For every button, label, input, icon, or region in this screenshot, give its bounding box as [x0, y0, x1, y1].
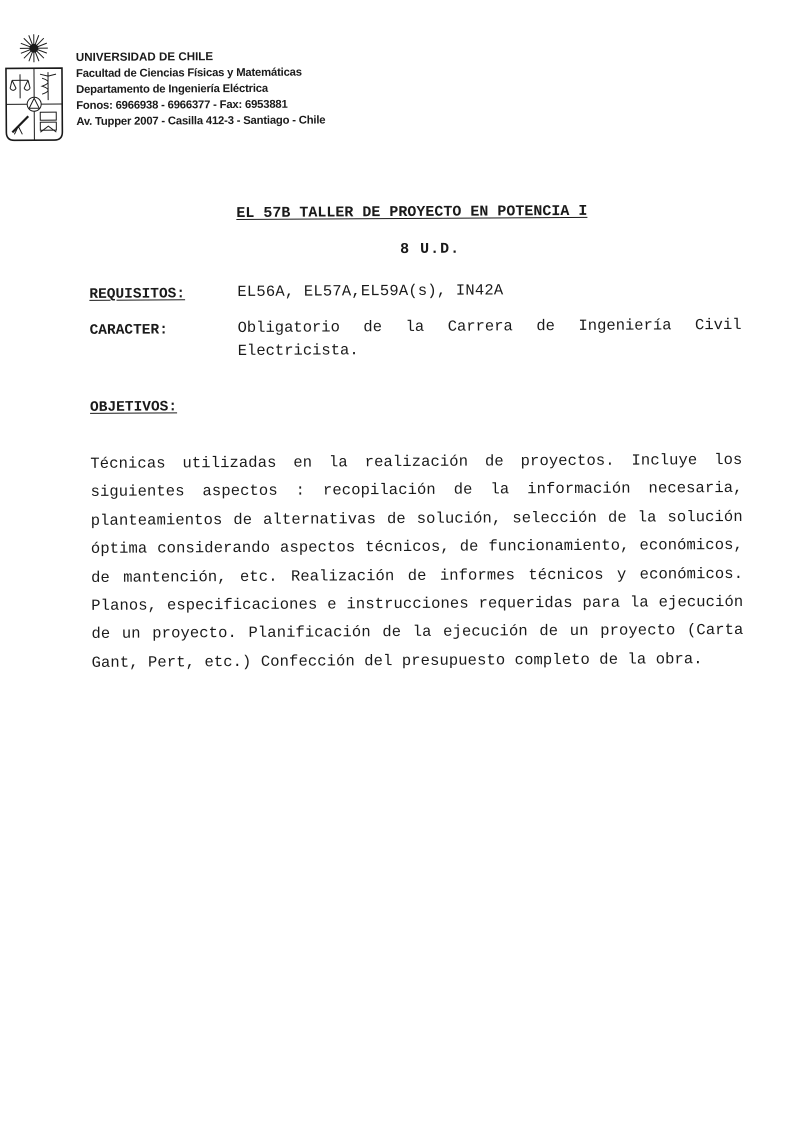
- faculty-name: Facultad de Ciencias Físicas y Matemáticas: [76, 64, 325, 82]
- requisitos-label: [89, 286, 185, 303]
- requisitos-value: EL56A, EL57A,EL59A(s), IN42A: [237, 279, 503, 304]
- university-name: UNIVERSIDAD DE CHILE: [76, 48, 325, 66]
- objetivos-label: OBJETIVOS:: [90, 399, 177, 416]
- caracter-label: CARACTER:: [90, 322, 168, 338]
- course-title-text: EL 57B TALLER DE PROYECTO EN POTENCIA I: [236, 203, 587, 222]
- letterhead: [4, 30, 365, 144]
- phone-fax: Fonos: 6966938 - 6966377 - Fax: 6953881: [76, 96, 325, 114]
- course-units: 8 U.D.: [0, 238, 800, 260]
- department-name: Departamento de Ingeniería Eléctrica: [76, 80, 325, 98]
- postal-address: Av. Tupper 2007 - Casilla 412-3 - Santiago - Chile: [76, 112, 325, 130]
- course-title: [0, 201, 800, 223]
- caracter-value: Obligatorio de la Carrera de Ingeniería Civil Electricista.: [237, 314, 741, 363]
- university-seal-icon: [4, 32, 65, 144]
- institution-info: [76, 48, 326, 130]
- requisitos-label-text: REQUISITOS:: [89, 286, 185, 303]
- objetivos-text: Técnicas utilizadas en la realización de proyectos. Incluye los siguientes aspectos : recopilación de la información necesaria, planteamientos de alternativas de solución, selección de la solución óptima considerando aspectos técnicos, de funcionamiento, económicos, de mantención, etc. Realización de informes técnicos y económicos. Planos, especificaciones e instrucciones requeridas para la ejecución de un proyecto. Planificación de la ejecución de un proyecto (Carta Gant, Pert, etc.) Confección del presupuesto completo de la obra.: [90, 446, 743, 677]
